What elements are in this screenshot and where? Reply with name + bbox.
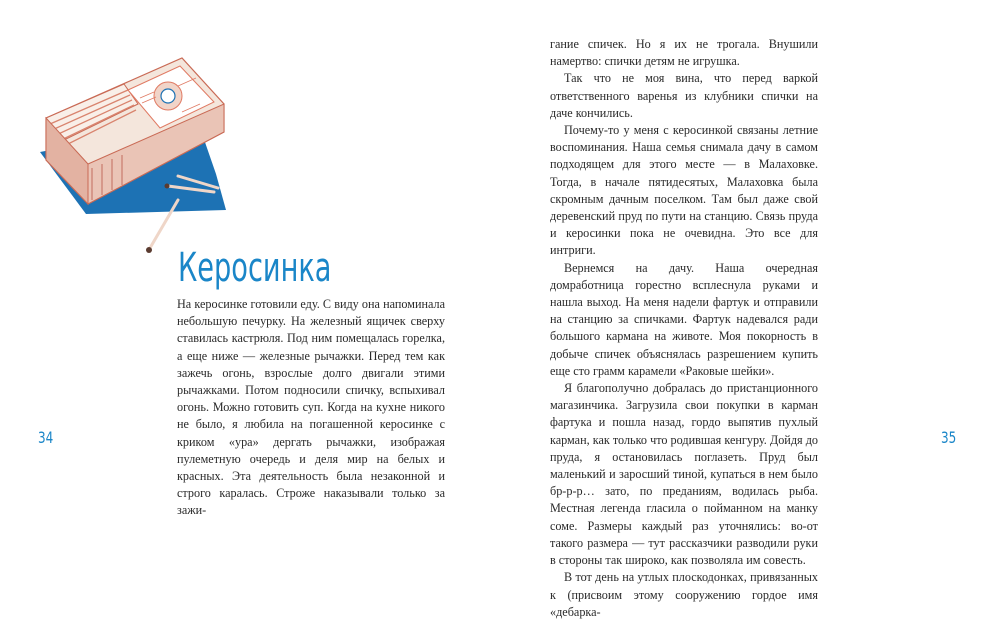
paragraph: Почему-то у меня с керосинкой связаны летние воспоминания. Наша семья снимала дачу в самом подходящем для этого месте — в Малаховке. Тогда, в начале пятидесятых, Малаховка была скромным дачным поселком. Там был даже свой деревенский пруд по пути на станцию. Связь пруда и керосинки пока не очевидна. Это все для интриги. [550, 123, 818, 258]
chapter-title: Керосинка [178, 245, 332, 291]
left-page-text [177, 296, 445, 520]
paragraph: Вернемся на дачу. Наша очередная домработница горестно всплеснула руками и нашла выход. На меня надели фартук и отправили на станцию за спичками. Фартук надевался ради большого кармана на животе. Моя покорность в добыче спичек объяснялась разрешением купить еще сто грамм карамели «Раковые шейки». [550, 260, 818, 378]
paragraph: Так что не моя вина, что перед варкой ответственного варенья из клубники спички на даче кончились. [550, 71, 818, 120]
paragraph: На керосинке готовили еду. С виду она напоминала небольшую печурку. На железный ящичек сверху ставилась кастрюля. Под ним помещалась горелка, а еще ниже — железные рычажки. Перед тем как зажечь огонь, взрослые долго двигали этими рычажками. Потом подносили спичку, вспыхивал огонь. Можно готовить суп. Когда на кухне никого не было, я любила на погашенной керосинке с криком «ура» дергать рычажки, изображая пулеметную очередь и деля мир на белых и красных. Эта деятельность была незаконной и строго каралась. Строже наказывали только за зажи- [177, 297, 445, 518]
page-number-right: 35 [941, 428, 957, 447]
paragraph: Я благополучно добралась до пристанционного магазинчика. Загрузила свои покупки в карман фартука и пошла назад, гордо выпятив пухлый карман, как только что родившая кенгуру. Дойдя до пруда, я остановилась поглазеть. Пруд был маленький и заросший тиной, купаться в нем было бр-р-р… зато, по преданиям, водилась рыба. Местная легенда гласила о пойманном на манку соме. Размеры каждый раз уточнялись: во-от такого размера — тут рассказчики разводили руки в стороны так широко, как позволяла им совесть. [550, 381, 818, 568]
right-page-text [550, 36, 818, 621]
page-number-left: 34 [38, 428, 54, 447]
matchbox-illustration [28, 40, 268, 260]
paragraph: В тот день на утлых плоскодонках, привязанных к (присвоим этому сооружению гордое имя «дебарка- [550, 570, 818, 619]
paragraph: гание спичек. Но я их не трогала. Внушили намертво: спички детям не игрушка. [550, 37, 818, 69]
